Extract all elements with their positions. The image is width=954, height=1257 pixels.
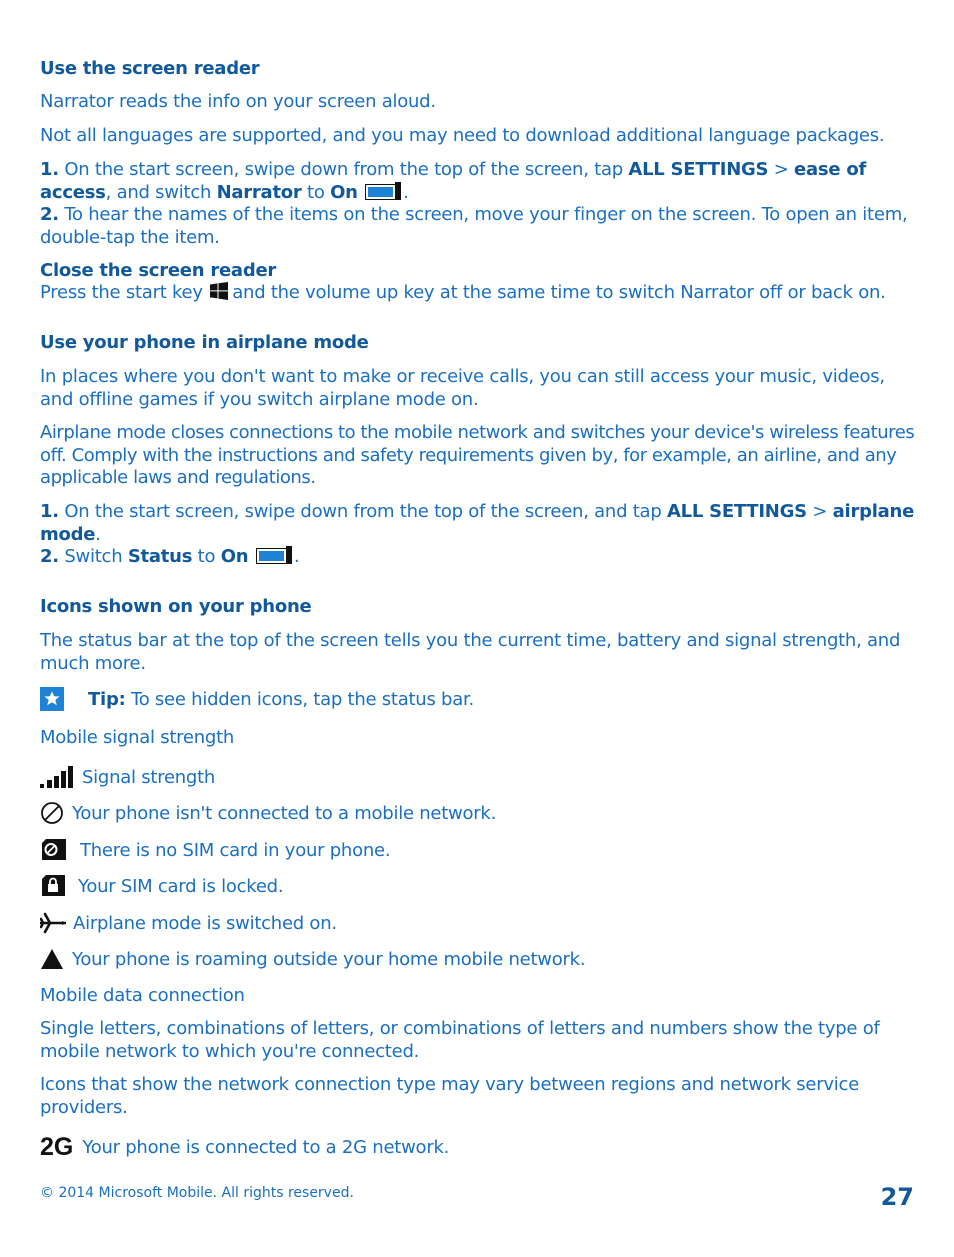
- tip-label: Tip:: [88, 688, 126, 710]
- step-number: 1.: [40, 501, 59, 522]
- menu-term: airplane mode: [40, 501, 915, 545]
- page-number: 27: [880, 1183, 914, 1211]
- paragraph-text: and the volume up key at the same time to switch Narrator off or back on.: [232, 282, 886, 303]
- step-text: On the start screen, swipe down from the top of the screen, and tap: [58, 501, 667, 522]
- windows-key-icon: [210, 282, 228, 300]
- icon-row: [40, 946, 585, 972]
- step-1: [40, 501, 920, 546]
- footer-copyright: © 2014 Microsoft Mobile. All rights reserved.: [40, 1185, 354, 1201]
- toggle-on-icon: [365, 184, 401, 200]
- separator: >: [806, 501, 833, 522]
- step-text: .: [403, 181, 409, 203]
- icon-row: [40, 800, 496, 826]
- setting-value: On: [330, 181, 358, 203]
- step-text: to: [301, 181, 331, 203]
- toggle-on-icon: [256, 548, 292, 564]
- roaming-icon: [40, 947, 64, 971]
- step-1: [40, 159, 920, 204]
- no-network-icon: [40, 801, 64, 825]
- step-number: 2.: [40, 546, 59, 567]
- section-heading-airplane: Use your phone in airplane mode: [40, 332, 369, 353]
- setting-value: On: [220, 546, 249, 567]
- icon-row: [40, 910, 337, 936]
- sim-locked-icon: [40, 874, 66, 898]
- subheading-signal: Mobile signal strength: [40, 727, 235, 748]
- paragraph: Airplane mode closes connections to the mobile network and switches your device's wireless features off. Comply with the instructions and safety requirements given by, for example, an airline, and any applicable laws and regulations.: [40, 422, 915, 488]
- icon-description: There is no SIM card in your phone.: [80, 839, 391, 861]
- section-heading-screen-reader: Use the screen reader: [40, 58, 260, 79]
- step-text: To hear the names of the items on the screen, move your finger on the screen. To open an item, double-tap the item.: [40, 204, 908, 248]
- paragraph: The status bar at the top of the screen tells you the current time, battery and signal strength, and much more.: [40, 630, 901, 674]
- step-number: 1.: [40, 159, 59, 180]
- icon-description: Signal strength: [82, 766, 216, 788]
- step-2: [40, 204, 920, 249]
- paragraph: Not all languages are supported, and you may need to download additional language packages.: [40, 125, 885, 146]
- setting-term: Status: [127, 546, 193, 567]
- paragraph: Icons that show the network connection type may vary between regions and network service providers.: [40, 1074, 860, 1118]
- step-number: 2.: [40, 204, 59, 225]
- icon-description: Airplane mode is switched on.: [73, 912, 337, 934]
- paragraph: Single letters, combinations of letters, or combinations of letters and numbers show the type of mobile network to which you're connected.: [40, 1018, 880, 1062]
- star-tip-icon: [40, 687, 64, 711]
- tip: [40, 686, 474, 712]
- tip-text: To see hidden icons, tap the status bar.: [125, 688, 474, 710]
- airplane-icon: [40, 911, 66, 935]
- separator: >: [768, 159, 795, 180]
- step-text: .: [95, 523, 101, 545]
- step-text: , and switch: [105, 181, 217, 203]
- icon-row: [40, 873, 283, 899]
- step-text: .: [293, 546, 300, 567]
- setting-term: Narrator: [216, 181, 302, 203]
- paragraph: Narrator reads the info on your screen aloud.: [40, 91, 436, 112]
- menu-term: ALL SETTINGS: [628, 159, 769, 180]
- icon-description: Your SIM card is locked.: [78, 875, 284, 897]
- paragraph-text: Press the start key: [40, 282, 203, 303]
- step-text: to: [192, 546, 221, 567]
- subheading-close-screen-reader: Close the screen reader: [40, 260, 277, 281]
- icon-row: [40, 1134, 449, 1160]
- section-heading-icons: Icons shown on your phone: [40, 596, 312, 617]
- step-text: On the start screen, swipe down from the top of the screen, tap: [58, 159, 629, 180]
- icon-description: Your phone isn't connected to a mobile network.: [72, 802, 497, 824]
- paragraph: In places where you don't want to make or receive calls, you can still access your music, videos, and offline games if you switch airplane mode on.: [40, 366, 885, 410]
- icon-row: [40, 837, 390, 863]
- no-sim-icon: [40, 838, 68, 862]
- paragraph: [40, 282, 920, 305]
- subheading-data-connection: Mobile data connection: [40, 985, 245, 1006]
- menu-term: ALL SETTINGS: [666, 501, 807, 522]
- step-2: [40, 546, 920, 569]
- icon-description: Your phone is roaming outside your home mobile network.: [72, 948, 586, 970]
- icon-description: Your phone is connected to a 2G network.: [82, 1136, 450, 1158]
- step-text: Switch: [58, 546, 128, 567]
- menu-term: ease of access: [40, 159, 867, 203]
- icon-row: [40, 764, 215, 790]
- 2g-network-icon: 2G: [40, 1132, 74, 1161]
- signal-bars-icon: [40, 765, 74, 789]
